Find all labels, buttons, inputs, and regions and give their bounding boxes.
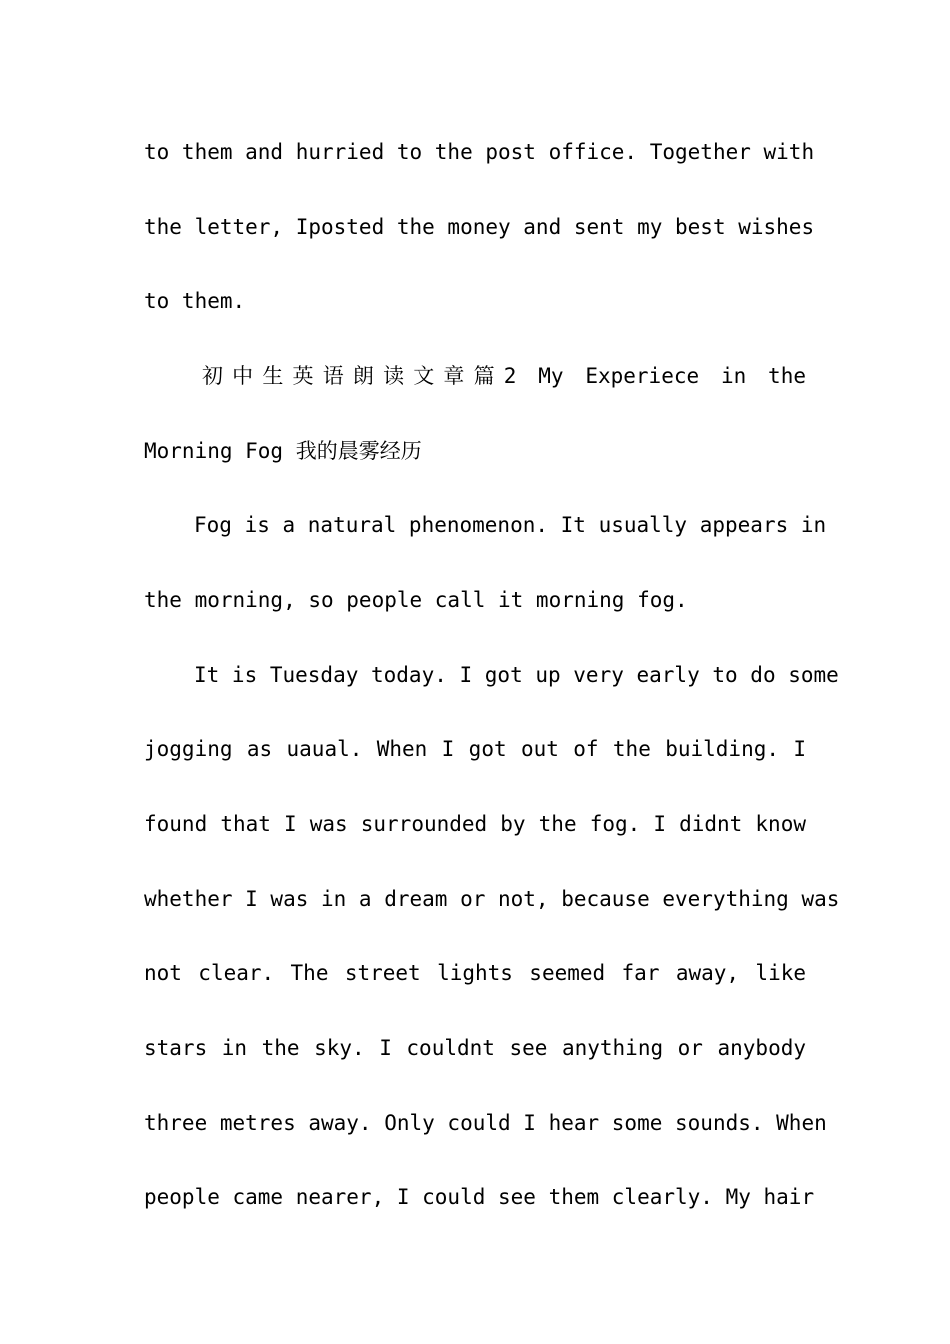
section-heading: 初中生英语朗读文章篇2 My Experiece in the [202,364,806,388]
paragraph-first-line: It is Tuesday today. I got up very early to do some [194,663,839,687]
text-line: the morning, so people call it morning fog. [144,588,688,612]
text-line: whether I was in a dream or not, because everything was [144,887,840,911]
text-line: three metres away. Only could I hear some sounds. When [144,1111,827,1135]
text-line: not clear. The street lights seemed far away, like [144,961,806,985]
text-line: stars in the sky. I couldnt see anything or anybody [144,1036,806,1060]
text-line: found that I was surrounded by the fog. I didnt know [144,812,806,836]
text-line: to them. [144,289,246,313]
text-line: the letter, Iposted the money and sent my best wishes [144,215,815,239]
text-line: jogging as uaual. When I got out of the building. I [144,737,806,761]
text-line: people came nearer, I could see them clearly. My hair [144,1185,815,1209]
paragraph-first-line: Fog is a natural phenomenon. It usually appears in [194,513,827,537]
text-line: to them and hurried to the post office. Together with [144,140,815,164]
section-heading-continued: Morning Fog 我的晨雾经历 [144,439,422,463]
